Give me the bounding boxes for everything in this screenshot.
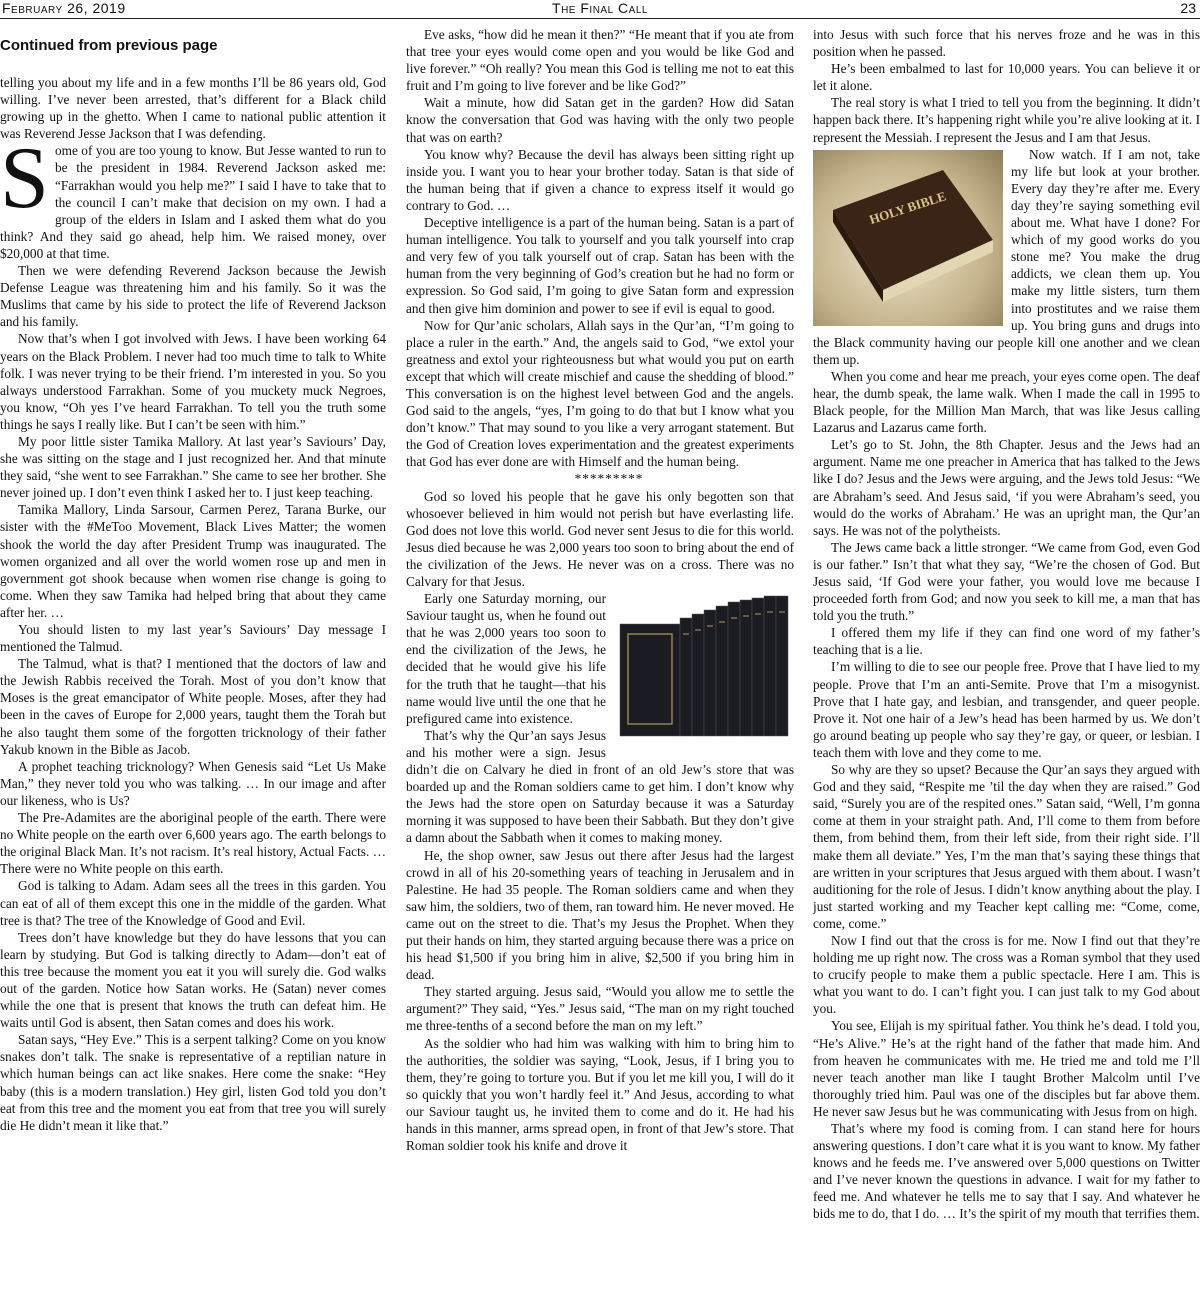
paragraph: That’s why the Qur’an says Jesus and his mother were a sign. Jesus didn’t die on Calvary he died in front of an old Jew’s store that was boarded up and the Roman soldiers came to get him. I don’t know why the Jews had the store open on Saturday because it was a Saturday morning it was supposed to have been their Sabbath. But they don’t give a damn about the Sabbath when it comes to making money. [406, 727, 794, 846]
continued-heading: Continued from previous page [0, 37, 218, 54]
paragraph: God so loved his people that he gave his only begotten son that whosoever believed in him would not perish but have everlasting life. God does not love this world. God never sent Jesus to die for this world. Jesus died because he was 2,000 years too soon to bring about the end of the civilization of the Jews. He never was on a cross. There was no Calvary for that Jesus. [406, 488, 794, 589]
paragraph: The Talmud, what is that? I mentioned that the doctors of law and the Jewish Rabbis received the Torah. Most of you don’t know that Moses is the great emancipator of White people. Moses, after they had been in the caves of Europe for 2,000 years, taught them the Torah but he also taught them some of the forgotten tricknology of their father Yakub known in the Bible as Jacob. [0, 656, 386, 757]
paragraph: Trees don’t have knowledge but they do have lessons that you can learn by studying. But God is talking directly to Adam—don’t eat of this tree because the moment you eat it you will surely die. God walks out of the garden. Notice how Satan works. He (Satan) never comes while the one that is present that knows the truth can defeat him. He waits until God is absent, then Satan comes and does his work. [0, 929, 386, 1031]
paragraph: The Pre-Adamites are the aboriginal people of the earth. There were no White people on the earth over 6,600 years ago. The earth belongs to the original Black Man. It’s not racism. It’s real history, Actual Facts. … There were no White people on this earth. [0, 810, 386, 877]
column-3 [813, 26, 1200, 1298]
paragraph: My poor little sister Tamika Mallory. At last year’s Saviours’ Day, she was sitting on the stage and I just recognized her. And that minute they said, “she went to see Farrakhan.” She came to see her brother. She never joined up. I don’t even think I asked her to. I just keep teaching. [0, 433, 386, 501]
bible-title-text: HOLY BIBLE [867, 187, 948, 227]
paragraph: telling you about my life and in a few months I’ll be 86 years old, God willing. I’ve never been arrested, that’s different for a Black child growing up in the ghetto. When I came to national public attention it was Reverend Jesse Jackson that I was defending. [0, 75, 386, 142]
paragraph: When you come and hear me preach, your eyes come open. The deaf hear, the dumb speak, the lame walk. When I made the call in 1995 to Black people, for the Million Man March, that was like Jesus calling Lazarus and Lazarus came forth. [813, 368, 1200, 436]
paragraph: Let’s go to St. John, the 8th Chapter. Jesus and the Jews had an argument. Name me one preacher in America that has talked to the Jews like I do? Jesus and the Jews were arguing, and the Jews told Jesus: “We are Abraham’s seed. And Jesus said, ‘if you were Abraham’s seed, you would do the works of Abraham.’ He was an upright man, the Qur’an says. He was not of the polytheists. [813, 437, 1200, 538]
paragraph: God is talking to Adam. Adam sees all the trees in this garden. You can eat of all of them except this one in the middle of the garden. What tree is that? The tree of the Knowledge of Good and Evil. [0, 878, 386, 928]
paragraph: Early one Saturday morning, our Saviour taught us, when he found out that he was 2,000 years too soon to end the civilization of the Jews, he decided that he would give his life for the truth that he taught—that his name would live until the one that he prefigured came into existence. [406, 591, 606, 726]
publication-title: The Final Call [552, 0, 648, 16]
paragraph: Now for Qur’anic scholars, Allah says in the Qur’an, “I’m going to place a ruler in the earth.” And, the angels said to God, “we extol your greatness and extol your righteousness but what would you put on earth except that which will create mischief and cause the shedding of blood.” This conversation is on the highest level between God and the angels. God said to the angels, “yes, I’m going to do that but I know what you don’t know.” That may sound to you like a very arrogant statement. But the God of Creation loves experimentation and the greatest experiments that God has ever done are with Himself and the human being. [406, 317, 794, 470]
paragraph: Eve asks, “how did he mean it then?” “He meant that if you ate from that tree your eyes would come open and you would be like God and live forever.” “Oh really? You mean this God is telling me not to eat this fruit and I’m going to live forever and be like God?” [406, 27, 794, 94]
stacked-books-image [614, 594, 794, 744]
paragraph: I’m willing to die to see our people free. Prove that I have lied to my people. Prove that I’m an anti-Semite. Prove that I’m a misogynist. Prove that I hate gay, and lesbian, and transgender, and queer people. Prove it. Not one hair of a Jew’s head has been harmed by us. We don’t go around beating up people who say they’re gay, or queer, or lesbian. I teach them with love and they come to me. [813, 659, 1200, 760]
paragraph: Now that’s when I got involved with Jews. I have been working 64 years on the Black Problem. I never had too much time to talk to White folk. I was never trying to be their friend. I’m interested in you. So you always understood Farrakhan. Some of you muckety muck Negroes, you know, “Oh yes I’ve heard Farrakhan. To tell you the truth some things he says I really like. But I can’t be seen with him.” [0, 331, 386, 432]
paragraph: Then we were defending Reverend Jackson because the Jewish Defense League was threatening him and his family. So it was the Muslims that came by his side to protect the life of Reverend Jackson and his family. [0, 263, 386, 330]
bible-illustration [813, 150, 1003, 326]
issue-date: February 26, 2019 [2, 0, 126, 16]
column-1 [0, 26, 386, 1298]
paragraph: Deceptive intelligence is a part of the human being. Satan is a part of human intelligence. You talk to yourself and you talk yourself into crap and very few of you talk yourself out of crap. Satan has been with the human from the very beginning of God’s creation but he had no form or expression. So God said, I’m going to give Satan form and expression and then give him dominion and power to see if evil is equal to good. [406, 215, 794, 316]
paragraph: They started arguing. Jesus said, “Would you allow me to settle the argument?” They said, “Yes.” Jesus said, “The man on my right touched me three-tenths of a second before the man on my left.” [406, 984, 794, 1034]
holy-bible-image [813, 150, 1003, 326]
paragraph: The real story is what I tried to tell you from the beginning. It didn’t happen back there. It’s happening right while you’re alive looking at it. I represent the Messiah. I represent the Jesus and I am that Jesus. [813, 95, 1200, 145]
paragraph: That’s where my food is coming from. I can stand here for hours answering questions. I don’t care what it is you want to know. My father knows and he feeds me. I’ve answered over 5,000 questions on Twitter and I’ve never known the questions in advance. I wait for my father to feed me. And whatever he tells me to say that I say. And whatever he bids me to do, that I do. … It’s the spirit of my mouth that terrifies them. [813, 1121, 1200, 1222]
page-number: 23 [1180, 0, 1196, 16]
paragraph: Some of you are too young to know. But Jesse wanted to run to be the president in 1984. Reverend Jackson asked me: “Farrakhan would you help me?” I said I have to take that to the council I can’t make that decision on my own. I had a group of the elders in Islam and I asked them what do you think? And they said go ahead, help him. We raised money, over $20,000 at that time. [0, 130, 386, 261]
paragraph: He’s been embalmed to last for 10,000 years. You can believe it or let it alone. [813, 61, 1200, 94]
paragraph: Now I find out that the cross is for me. Now I find out that they’re holding me up right now. The cross was a Roman symbol that they used to crucify people to make them a public spectacle. Here I am. This is what you want to do. I can’t fight you. I can just talk to my God about you. [813, 932, 1200, 1017]
paragraph: You see, Elijah is my spiritual father. You think he’s dead. I told you, “He’s Alive.” He’s at the right hand of the father that made him. And from heaven he communicates with me. He tried me and told me I’ll never teach another man like I taught Brother Malcolm until I’ve thoroughly tried him. Paul was one of the disciples but far above them. He never saw Jesus but he was communicating with Jesus from on high. [813, 1018, 1200, 1119]
page-header [0, 0, 1200, 19]
paragraph: Tamika Mallory, Linda Sarsour, Carmen Perez, Tarana Burke, our sister with the #MeToo Movement, Black Lives Matter; the women shook the world the day after President Trump was inaugurated. The women organized and all over the world women rose up and men in government got shook because when women rise change is going to come. When they saw Tamika had helped bring that about they came after her. … [0, 502, 386, 620]
paragraph: The Jews came back a little stronger. “We came from God, even God is our father.” Isn’t that what they say, “We’re the chosen of God. But Jesus said, ‘If God were your father, you would love me because I proceeded forth from God; and now you seek to kill me, a man that has told you the truth.” [813, 539, 1200, 624]
column-2 [406, 26, 794, 1298]
paragraph: Satan says, “Hey Eve.” This is a serpent talking? Come on you know snakes don’t talk. The snake is representative of a reptilian nature in which human beings can act like snakes. Here come the snake: “Hey baby (this is a modern translation.) Hey girl, listen God told you don’t eat from this tree and the moment you eat from that tree you will surely die He didn’t mean it like that.” [0, 1032, 386, 1133]
paragraph: I offered them my life if they can find one word of my father’s teaching that is a lie. [813, 625, 1200, 658]
paragraph: You should listen to my last year’s Saviours’ Day message I mentioned the Talmud. [0, 622, 386, 655]
drop-cap: S [0, 130, 49, 228]
paragraph: So why are they so upset? Because the Qur’an says they argued with God and they said, “Respite me ’til the day when they are raised.” God said, “Surely you are of the respited ones.” Satan said, “Well, I’m gonna come at them in your straight path. And, I’ll come to them from before them, from behind them, from their left side, from their right side. I’ll make them all deviate.” Yes, I’m the man that’s saying these things that are written in your scriptures that Jesus argued with them about. I wasn’t auditioning for the role of Jesus. I didn’t know anything about the play. I just started working and my Teacher kept calling me: “Come, come, come, come.” [813, 762, 1200, 931]
paragraph: into Jesus with such force that his nerves froze and he was in this position when he passed. [813, 27, 1200, 60]
paragraph: As the soldier who had him was walking with him to bring him to the authorities, the soldier was saying, “Look, Jesus, if I bring you to them, they’re going to torture you. But if you let me kill you, I will do it so quickly that you won’t hardly feel it.” And Jesus, according to what our Saviour taught us, he invited them to come and do it. He had his hands in this manner, arms spread open, in front of that Jew’s store. That Roman soldier took his knife and drove it [406, 1035, 794, 1154]
paragraph: Now watch. If I am not, take my life but look at your brother. Every day they’re after me. Every day they’re saying something evil about me. What have I done? For which of my good works do you stone me? You make the drug addicts, we clean them up. You make my little sisters, turn them into prostitutes and we raise them up. You bring guns and drugs into the Black community having our people kill one another and we clean them up. [813, 146, 1200, 367]
paragraph: You know why? Because the devil has always been sitting right up inside you. I want you to hear your brother today. Satan is that side of the human being that if given a chance to express itself it would go contrary to God. … [406, 146, 794, 213]
paragraph: A prophet teaching tricknology? When Genesis said “Let Us Make Man,” they never told you who was talking. … In our image and after our likeness, who is Us? [0, 758, 386, 808]
section-separator: ********* [574, 471, 644, 487]
paragraph: Wait a minute, how did Satan get in the garden? How did Satan know the conversation that God was having with the only two people that was on earth? [406, 95, 794, 145]
paragraph: He, the shop owner, saw Jesus out there after Jesus had the largest crowd in all of his 20-something years of teaching in Jerusalem and in Palestine. He had 35 people. The Roman soldiers came and when they saw him, the soldiers, two of them, ran toward him. He never moved. He came out on the street to die. That’s my Jesus the Prophet. When they put their hands on him, they started arguing because there was a price on his head $1,500 if you bring him in alive, $2,500 if you bring him in dead. [406, 847, 794, 983]
books-illustration [614, 594, 794, 744]
